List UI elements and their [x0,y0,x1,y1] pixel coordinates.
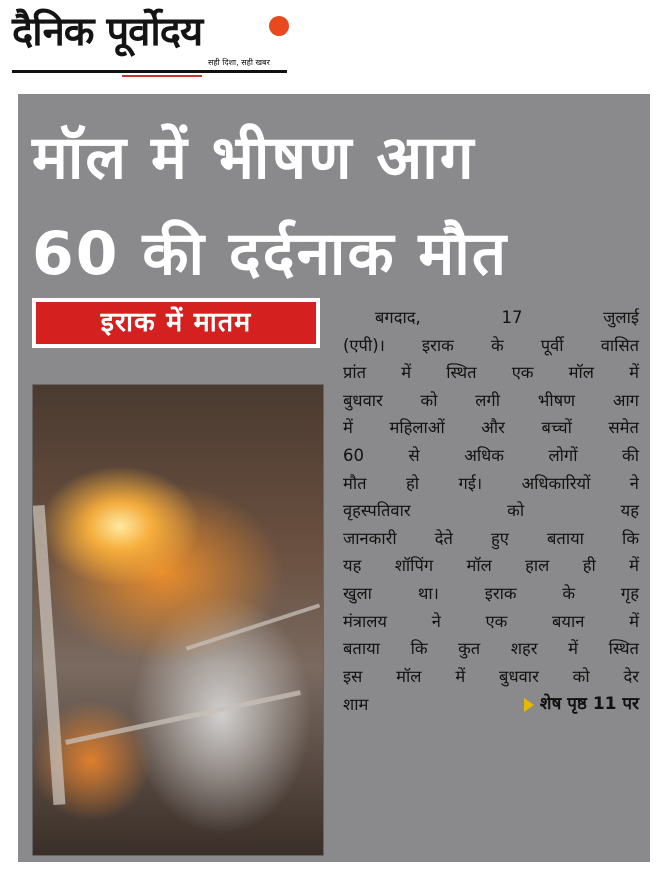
article-word: मॉल [568,363,594,383]
article-word: मंत्रालय [343,611,388,631]
photo-structure [65,690,301,745]
article-word: और [481,418,505,438]
article-word: इराक [484,583,517,603]
article-word: बुधवार [343,390,383,410]
article-word: कि [410,639,428,659]
article-word: कि [622,528,639,548]
article-word: लोगों [548,445,578,465]
continued-label: शेष पृष्ठ 11 पर [539,694,639,715]
article-word: में [568,639,579,659]
fire-photo-icon [32,384,324,856]
logo-dot-icon [269,16,289,36]
article-word: वासित [600,335,639,355]
article-word: जुलाई [603,308,639,327]
article-word: 60 [343,445,364,465]
article-word: देते [434,528,453,548]
photo-structure [33,505,66,805]
article-word: एक [511,363,534,383]
article-body [343,304,639,719]
article-word: बयान [552,611,585,631]
article-line [343,497,639,525]
article-line [343,470,639,498]
photo-structure [186,603,320,650]
article-word: से [408,445,420,465]
article-word: में [343,418,353,438]
article-word: कुत [458,639,481,659]
article-line [343,442,639,470]
newspaper-tagline: सही दिशा, सही खबर [208,58,270,67]
article-word: एक [485,611,508,631]
play-arrow-icon [524,698,534,712]
article-word: महिलाओं [389,418,445,438]
article-word: स्थित [446,363,477,383]
article-word: शाम [343,694,369,714]
article-word: बगदाद, [375,308,421,327]
article-word: को [420,390,438,410]
article-word: के [490,335,504,355]
article-word: आग [612,390,639,410]
article-word: मॉल [466,556,492,576]
article-word: इराक [422,335,454,355]
article-line [343,387,639,415]
masthead-subdivider [122,75,202,77]
article-last-line [343,690,639,719]
news-panel [18,94,650,862]
article-line [343,359,639,387]
article-word: गई। [458,473,483,493]
subhead-label: इराक में मातम [36,302,316,344]
article-word: में [629,363,639,383]
article-word: भीषण [537,390,576,410]
article-word: यह [620,501,639,521]
article-word: बताया [547,528,584,548]
article-word: लगी [475,390,500,410]
article-word: के [562,583,576,603]
article-word: बताया [343,639,380,659]
article-word: स्थित [608,639,639,659]
headline-line-1: मॉल में भीषण आग [32,123,476,193]
article-word: को [507,501,525,521]
headline [32,110,642,302]
article-word: (एपी)। [343,335,385,355]
article-line [343,608,639,636]
article-word: हुए [491,528,509,548]
article-word: में [629,556,639,576]
masthead [12,6,287,74]
article-word: पूर्वी [540,335,564,355]
article-word: बुधवार [499,666,539,686]
newspaper-title: दैनिक पूर्वोदय [12,9,203,55]
article-line [343,304,639,332]
article-word: में [629,611,639,631]
masthead-divider [12,70,287,73]
article-word: प्रांत [343,363,367,383]
article-word: हाल [525,556,550,576]
article-word: अधिकारियों [521,473,591,493]
article-word: वृहस्पतिवार [343,501,411,521]
article-word: की [622,445,639,465]
article-word: ने [431,611,441,631]
article-line [343,580,639,608]
article-word: 17 [501,308,523,327]
article-line [343,635,639,663]
subhead-box [32,298,320,348]
article-word: मौत [343,473,367,493]
article-word: यह [343,556,362,576]
article-word: इस [343,666,363,686]
headline-line-2: 60 की दर्दनाक मौत [32,219,509,289]
article-word: देर [623,666,639,686]
article-word: था। [417,583,439,603]
article-word: शॉपिंग [394,556,434,576]
article-word: हो [405,473,420,493]
article-word: गृह [620,583,639,603]
article-word: बच्चों [541,418,572,438]
article-word: शहर [510,639,538,659]
article-word: को [572,666,590,686]
article-line [343,414,639,442]
article-word: में [401,363,412,383]
article-line [343,525,639,553]
article-line [343,332,639,360]
article-word: समेत [608,418,639,438]
article-line [343,663,639,691]
article-word: ने [629,473,639,493]
article-line [343,552,639,580]
continued-link[interactable] [524,690,639,719]
article-word: अधिक [464,445,504,465]
article-word: ही [582,556,596,576]
article-word: जानकारी [343,528,397,548]
article-word: खुला [343,583,372,603]
article-word: में [455,666,466,686]
article-word: मॉल [396,666,422,686]
